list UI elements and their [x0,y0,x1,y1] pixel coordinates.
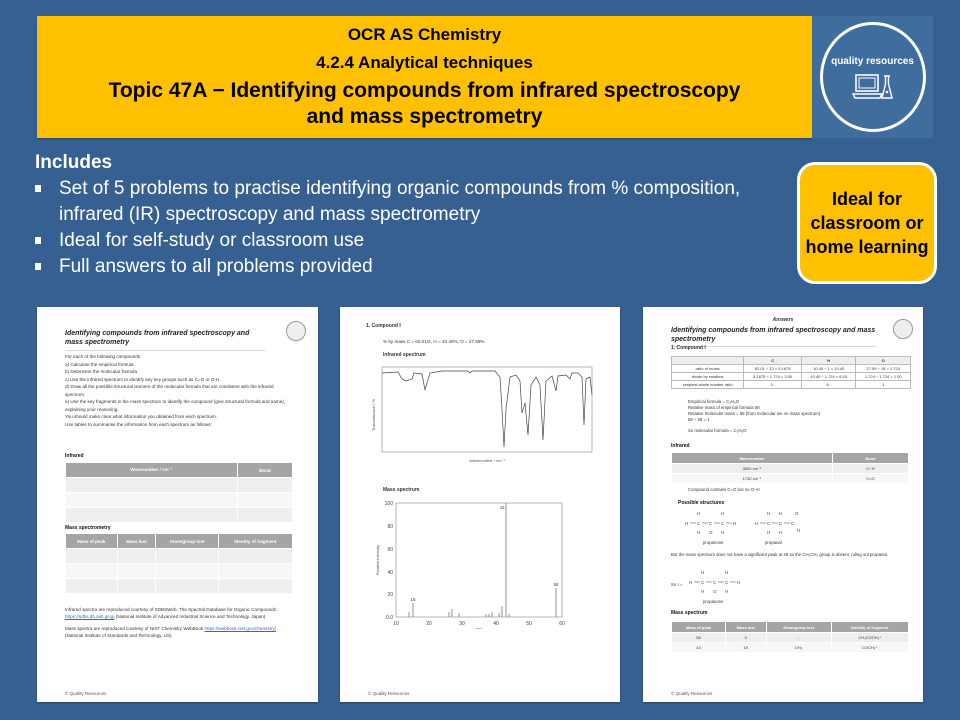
svg-text:C: C [767,521,771,526]
includes-item: Full answers to all problems provided [35,254,809,280]
compound-heading: 1. Compound I [366,323,401,329]
possible-structures-label: Possible structures [678,500,725,506]
struct-label-answer: propanone [703,599,724,604]
worksheet-title: Identifying compounds from infrared spectroscopy and mass spectrometry [65,329,265,351]
mass-spec-label: Mass spectrometry [65,525,111,531]
svg-text:C: C [779,521,783,526]
infrared-table: Wavenumber / cm⁻¹ Bond [65,462,293,523]
svg-text:H: H [697,511,701,516]
title-banner [37,16,812,138]
bullet-icon [35,185,41,192]
svg-text:H: H [689,580,693,585]
svg-text:C: C [791,521,795,526]
svg-text:H: H [767,530,771,535]
footer-copyright: © Quality Resources [65,691,107,696]
answers-title: Identifying compounds from infrared spectroscopy and mass spectrometry [671,326,876,347]
quality-resources-logo [812,16,933,138]
footer-copyright: © Quality Resources [368,691,410,696]
bullet-icon [35,237,41,244]
svg-text:O: O [713,589,717,594]
worksheet-preview-page-2 [340,307,620,702]
ms-ylabel: Relative intensity [375,544,380,576]
course-title: OCR AS Chemistry [347,25,502,44]
svg-text:H: H [685,521,689,526]
includes-item: Set of 5 problems to practise identifying organic compounds from % composition, infrared (IR) spectroscopy and mass spectrometry [35,176,809,228]
question-1-heading: 1. Compound I [671,345,706,351]
ir-spectrum-chart [370,365,595,465]
struct-label-propanone: propanone [703,540,724,545]
topic-title-cont: and mass spectrometry [306,105,543,128]
svg-text:40: 40 [387,570,393,576]
svg-text:O: O [709,530,713,535]
svg-text:30: 30 [459,621,465,627]
includes-heading: Includes [35,152,113,173]
svg-text:H: H [701,570,705,575]
svg-text:40: 40 [493,621,499,627]
svg-text:20: 20 [387,592,393,598]
infrared-label: Infrared [65,453,84,459]
ir-note: Compound contains C=O but no O−H [688,487,760,492]
struct-label-propanal: propanal [765,540,782,545]
formula-calculation: Empirical formula = C₃H₆O Relative mass of empirical formula 58 Relative molecular mass = 58 (from molecular ion on mass spectrum) 58 ÷ 58 = 1 So molecular formula = C₃H₆O [688,399,821,433]
svg-text:H: H [697,530,701,535]
svg-text:H: H [733,521,737,526]
peak-label-15: 15 [410,597,416,602]
svg-text:50: 50 [526,621,532,627]
svg-text:H: H [779,511,783,516]
peak-label-43: 43 [499,505,505,510]
credits: Infrared spectra are reproduced courtesy of SDBSWeb. The Spectral Database for Organic Compounds : https://sdbs.db.aist.go.jp (National Institute of Advanced Industrial Science and Technology, Japan) Mass spectra are reproduced courtesy of NIST Chemistry WebBook https://webbook.nist.gov/chemistry/ (National Institute of Standards and Technology, US) [65,607,279,638]
propanal-structure-icon [753,510,843,540]
answers-heading: Answers [772,317,794,323]
propanone-answer-structure-icon [687,569,777,599]
topic-title: Topic 47A − Identifying compounds from infrared spectroscopy [108,79,741,102]
mass-answer-table: Mass of peak Mass lost Atom/group lost Identity of fragment 58 0 - CH₃COCH₃⁺ 43 15 CH₃ COCH₃⁺ [671,621,909,653]
svg-text:H: H [721,530,725,535]
worksheet-preview-page-1 [37,307,318,702]
sdbs-link[interactable]: https://sdbs.db.aist.go.jp [65,613,115,619]
svg-text:100: 100 [384,501,393,507]
peak-label-58: 58 [553,582,559,587]
svg-text:O: O [795,511,799,516]
spec-reference: 4.2.4 Analytical techniques [316,53,533,72]
mass-spectrum-label: Mass spectrum [671,610,708,616]
svg-text:H: H [755,521,759,526]
svg-text:H: H [767,511,771,516]
svg-text:20: 20 [426,621,432,627]
worksheet-preview-page-3-answers [643,307,923,702]
percent-composition: % by mass C = 62.01%, H = 10.40%, O = 27.59% [383,339,485,344]
ir-spectrum-title: Infrared spectrum [383,352,426,358]
ir-ylabel: Transmittance / % [371,398,376,432]
svg-text:H: H [701,589,705,594]
svg-text:H: H [797,528,801,533]
ir-answer-table: Wavenumber Bond 3000 cm⁻¹ C−H 1730 cm⁻¹ C=O [671,452,909,484]
svg-text:H: H [721,511,725,516]
badge-text: Ideal for classroom or home learning [805,189,929,257]
page-logo-icon [286,321,306,341]
infrared-label: Infrared [671,443,690,449]
instructions: For each of the following compounds a) Calculate the empirical formula b) Determine the molecular formula c) Use the infrared spectrum to identify any key groups such as C=O or O-H. d) Draw all the possible structural isomers of the molecular formula that are consistent with the infrared spectrum. e) Use the key fragments in the mass spectrum to identify the compound (give structural formula and name), explaining your reasoning. You should make clear what information you obtained from each spectrum. Use tables to summarise the information from each spectrum as follows: [65,354,286,427]
svg-text:H: H [737,580,741,585]
so-i-label: So I = [671,582,683,587]
moles-table: C H O ratio of moles 62.01 ÷ 12 = 5.1675 10.40 ÷ 1 = 10.40 27.59 ÷ 16 = 1.724 divide by smallest 5.1675 ÷ 1.724 = 3.00 10.40 ÷ 1.724 = 6.03 1.724 ÷ 1.724 = 1.00 simplest whole number ratio 3 : 6 : 1 [671,356,911,389]
svg-text:H: H [779,530,783,535]
svg-text:C: C [725,580,729,585]
laptop-flask-icon [852,72,894,104]
svg-text:C: C [713,580,717,585]
svg-text:0.0: 0.0 [386,615,393,621]
nist-link[interactable]: https://webbook.nist.gov/chemistry/ [204,626,276,631]
svg-text:60: 60 [559,621,565,627]
svg-text:10: 10 [393,621,399,627]
svg-text:C: C [701,580,705,585]
svg-text:H: H [725,570,729,575]
page-logo-icon [893,319,913,339]
mass-spec-table: Mass of peak Mass lost Atom/group lost Identity of fragment [65,533,293,594]
footer-copyright: © Quality Resources [671,691,713,696]
mass-spectrum-title: Mass spectrum [383,487,420,493]
bullet-icon [35,263,41,270]
svg-text:80: 80 [387,524,393,530]
svg-text:60: 60 [387,547,393,553]
includes-section [35,150,809,280]
includes-list [35,176,809,280]
logo-text: quality resources [831,56,914,67]
svg-text:C: C [709,521,713,526]
ideal-for-badge [797,162,937,284]
mass-spectrum-chart [370,497,570,629]
svg-text:C: C [721,521,725,526]
reasoning: But the mass spectrum does not have a significant peak at 29 so the CH₃CH₂ group is absent, ruling out propanal. [671,552,888,557]
svg-text:H: H [725,589,729,594]
ms-xlabel: m/z [475,626,483,629]
svg-text:C: C [697,521,701,526]
includes-item: Ideal for self-study or classroom use [35,228,809,254]
ir-xlabel: Wavenumber / cm⁻¹ [469,458,505,463]
